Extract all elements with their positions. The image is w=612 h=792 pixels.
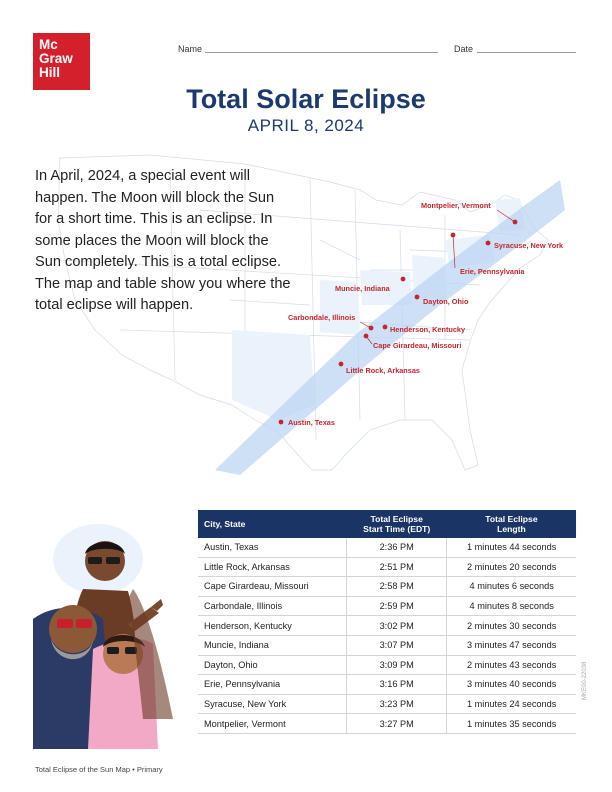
cell-start-time: 2:36 PM [347, 538, 447, 557]
document-code: MKE00-22038 [582, 661, 588, 700]
cell-length: 4 minutes 8 seconds [447, 596, 576, 616]
cell-length: 1 minutes 44 seconds [447, 538, 576, 557]
city-marker-dot [513, 220, 518, 225]
cell-city: Carbondale, Illinois [198, 596, 347, 616]
cell-length: 2 minutes 30 seconds [447, 616, 576, 636]
table-row [198, 675, 576, 695]
header-length [447, 510, 576, 538]
cell-start-time: 3:23 PM [347, 694, 447, 714]
cell-length: 3 minutes 47 seconds [447, 635, 576, 655]
city-label: Muncie, Indiana [335, 284, 390, 293]
family-with-eclipse-glasses-illustration [33, 519, 203, 749]
city-marker-dot [451, 233, 456, 238]
cell-length: 1 minutes 35 seconds [447, 714, 576, 734]
city-marker-dot [415, 295, 420, 300]
cell-length: 2 minutes 43 seconds [447, 655, 576, 675]
cell-city: Syracuse, New York [198, 694, 347, 714]
logo-line-1: Mc [39, 37, 58, 52]
table-row [198, 538, 576, 557]
page-subtitle: APRIL 8, 2024 [247, 116, 365, 135]
cell-city: Little Rock, Arkansas [198, 557, 347, 577]
cell-length: 4 minutes 6 seconds [447, 577, 576, 597]
header-start-time-line1: Total Eclipse [370, 514, 423, 524]
city-marker-dot [364, 334, 369, 339]
header-start-time [347, 510, 447, 538]
cell-city: Henderson, Kentucky [198, 616, 347, 636]
cell-start-time: 3:27 PM [347, 714, 447, 734]
table-row [198, 616, 576, 636]
cell-start-time: 3:09 PM [347, 655, 447, 675]
table-row [198, 577, 576, 597]
cell-city: Erie, Pennsylvania [198, 675, 347, 695]
name-label: Name [178, 44, 203, 54]
table-row [198, 635, 576, 655]
cell-start-time: 3:16 PM [347, 675, 447, 695]
eclipse-times-table [198, 510, 576, 734]
cell-length: 2 minutes 20 seconds [447, 557, 576, 577]
intro-paragraph: In April, 2024, a special event will happen. The Moon will block the Sun for a short time. This is an eclipse. In some places the Moon will block the Sun completely. This is a total eclipse. The map and table show you where the total eclipse will happen. [35, 168, 291, 313]
header-length-line2: Length [497, 524, 526, 534]
cell-start-time: 3:02 PM [347, 616, 447, 636]
logo-line-3: Hill [39, 65, 61, 80]
cell-length: 3 minutes 40 seconds [447, 675, 576, 695]
city-label: Erie, Pennsylvania [460, 267, 525, 276]
table-row [198, 596, 576, 616]
cell-city: Montpelier, Vermont [198, 714, 347, 734]
city-marker-dot [383, 325, 388, 330]
city-label: Montpelier, Vermont [421, 201, 491, 210]
city-marker-dot [369, 326, 374, 331]
city-label: Little Rock, Arkansas [346, 366, 420, 375]
cell-city: Austin, Texas [198, 538, 347, 557]
city-marker-dot [486, 241, 491, 246]
table-row [198, 655, 576, 675]
city-label: Syracuse, New York [494, 241, 564, 250]
table-row [198, 557, 576, 577]
footer-caption: Total Eclipse of the Sun Map • Primary [35, 765, 163, 774]
table-row [198, 694, 576, 714]
cell-city: Dayton, Ohio [198, 655, 347, 675]
date-label: Date [454, 44, 474, 54]
header-city-state-text: City, State [204, 519, 246, 529]
city-label: Dayton, Ohio [423, 297, 469, 306]
cell-start-time: 3:07 PM [347, 635, 447, 655]
page-title: Total Solar Eclipse [186, 84, 426, 114]
city-label: Cape Girardeau, Missouri [373, 341, 462, 350]
city-marker-dot [401, 277, 406, 282]
logo-line-2: Graw [39, 51, 73, 66]
cell-start-time: 2:59 PM [347, 596, 447, 616]
city-label: Henderson, Kentucky [390, 325, 466, 334]
cell-length: 1 minutes 24 seconds [447, 694, 576, 714]
header-length-line1: Total Eclipse [485, 514, 538, 524]
header-city-state [198, 510, 347, 538]
city-marker-dot [279, 420, 284, 425]
city-marker-dot [339, 362, 344, 367]
cell-city: Muncie, Indiana [198, 635, 347, 655]
table-header-row [198, 510, 576, 538]
city-label: Carbondale, Illinois [288, 313, 356, 322]
city-label: Austin, Texas [288, 418, 335, 427]
cell-start-time: 2:58 PM [347, 577, 447, 597]
cell-city: Cape Girardeau, Missouri [198, 577, 347, 597]
table-row [198, 714, 576, 734]
cell-start-time: 2:51 PM [347, 557, 447, 577]
header-start-time-line2: Start Time (EDT) [363, 524, 431, 534]
